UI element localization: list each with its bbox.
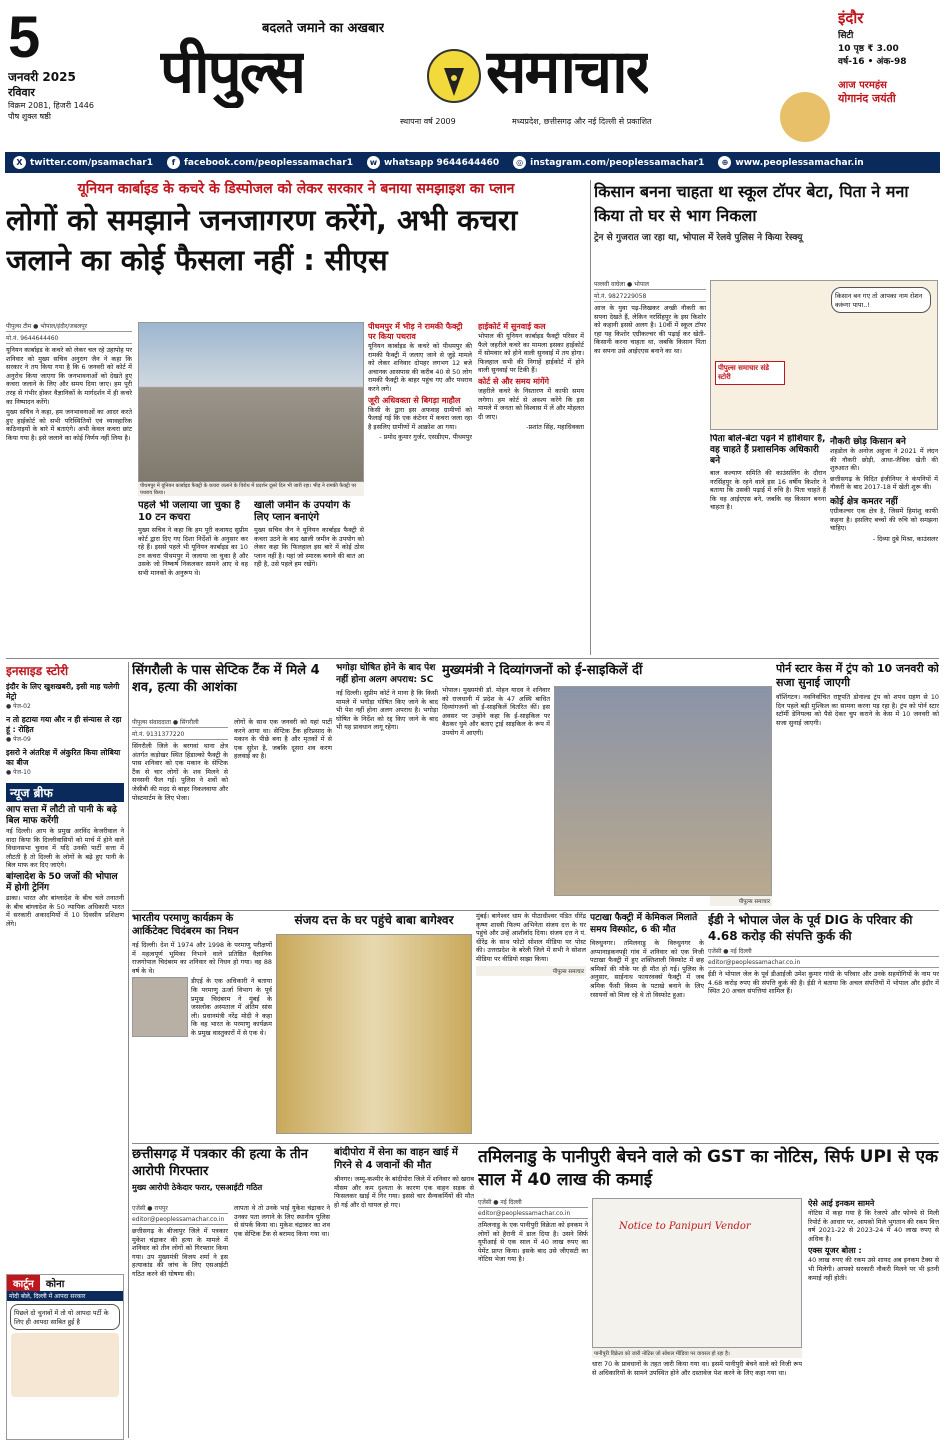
singrauli-col-1	[132, 718, 228, 906]
date-month: जनवरी 2025	[8, 70, 76, 84]
chhattisgarh-col-1	[132, 1204, 228, 1440]
web-link[interactable]: www.peoplessamachar.in	[735, 157, 864, 168]
ed-email: editor@peoplessamachar.co.in	[708, 959, 939, 968]
story2-box-body: बाल कल्याण समिति की काउंसलिंग के दौरान नरसिंहपुर के रहने वाले इस 16 वर्षीय किशोर ने बताया कि उसकी पढ़ाई में रुचि है। पिता चाहते हैं कि वह आईएएस बने, जबकि वह किसान बनना चाहता है।	[710, 469, 826, 512]
lead-sub1	[138, 500, 248, 650]
panipuri-byline: एजेंसी ● नई दिल्ली	[478, 1198, 588, 1208]
chidambaram-body: नई दिल्ली। देश में 1974 और 1998 के परमाणु परीक्षणों में महत्वपूर्ण भूमिका निभाने वाले प्रतिष्ठित वैज्ञानिक राजगोपाल चिदंबरम का शनिवार को निधन हो गया। वह 88 वर्ष के थे।	[132, 941, 272, 975]
tagline: बदलते जमाने का अखबार	[262, 21, 385, 36]
facebook-icon: f	[167, 156, 180, 169]
cartoon-caption: मोदी बोले, दिल्ली में आपदा सरकार	[7, 1291, 123, 1301]
singrauli-body: सिंगरौली जिले के बरगवां थाना क्षेत्र अंतर्गत कड़ोखर स्थित हिंडाल्को फैक्ट्री के पास शनिवार को एक मकान के सेप्टिक टैंक से चार लोगों के शव मिलने से सनसनी फैल गई। पुलिस ने शवों को जेसीबी की मदद से बाहर निकलवाया और पोस्टमार्टम के लिए भेजा।	[132, 742, 228, 802]
globe-icon: ⊕	[718, 156, 731, 169]
whatsapp-link[interactable]: whatsapp 9644644460	[383, 157, 500, 168]
chidambaram-body2: डीएई के एक अधिकारी ने बताया कि परमाणु ऊर्जा विभाग के पूर्व प्रमुख चिदंबरम ने मुंबई के जसलोक अस्पताल में अंतिम सांस ली। प्रधानमंत्री नरेंद्र मोदी ने कहा कि वह भारत के परमाणु कार्यक्रम के प्रमुख वास्तुकारों में से एक थे।	[191, 977, 272, 1037]
inside-item-1-text: इंदौर के लिए खुशखबरी, इसी माह चलेगी मेट्रो	[6, 682, 120, 701]
ed-story	[708, 912, 939, 1140]
story2-side-title: नौकरी छोड़ किसान बने	[830, 437, 906, 447]
city: इंदौर	[838, 9, 864, 27]
lead-body2: मुख्य सचिव ने कहा, हम जनभावनाओं का आदर करते हुए हाईकोर्ट को सभी परिस्थितियों एवं व्यावहारिक कठिनाइयों के बारे में बताएंगे। अभी केवल कचरा छांट किया गया है। इसे जलाने का कोई निर्णय नहीं लिया है।	[6, 408, 132, 442]
lead-side2-title: हाईकोर्ट में सुनवाई कल	[478, 322, 546, 331]
story2	[594, 180, 939, 655]
twitter-link[interactable]: twitter.com/psamachar1	[30, 157, 154, 168]
ed-headline: ईडी ने भोपाल जेल के पूर्व DIG के परिवार की 4.68 करोड़ की संपत्ति कुर्क की	[708, 913, 913, 943]
lead-side1-body: यूनियन कार्बाइड के कचरे को पीथमपुर की रामकी फैक्ट्री में जलाए जाने से जुड़े मामले को लेकर शनिवार दोपहर लगभग 12 बजे अचानक आसपास की करीब 40 से 50 लोग रामकी फैक्ट्री के बाहर पहुंच गए और पथराव करने लगे।	[368, 342, 472, 393]
panipuri-body2: धारा 70 के प्रावधानों के तहत जारी किया गया था। इसमें पानीपुरी बेचने वाले को निजी रूप से अधिकारियों के सामने उपस्थित होने और दस्तावेज पेश करने के लिए कहा गया था।	[592, 1360, 802, 1377]
singrauli-col-2	[234, 718, 332, 906]
bhagoda-body: नई दिल्ली। सुप्रीम कोर्ट ने माना है कि किसी मामले में भगोड़ा घोषित किए जाने के बाद भी पेश नहीं होना अलग अपराध है। भगोड़ा घोषित के निर्देश को रद्द किए जाने के बाद भी यह प्रावधान लागू रहेगा।	[336, 689, 438, 732]
story2-cartoon-bubble: किसान बन गए तो आपका नाम रोशन करूंगा पापा..!	[831, 287, 931, 313]
sanjay-body: मुंबई। बागेश्वर धाम के पीठाधीश्वर पंडित धीरेंद्र कृष्ण शास्त्री फिल्म अभिनेता संजय दत्त के घर पहुंचे और उन्हें आशीर्वाद दिया। संजय दत्त ने पं. धीरेंद्र के साथ फोटो सोशल मीडिया पर पोस्ट की। उत्तरप्रदेश के बरेली जिले में सभी ने सोशल मीडिया पर वीडियो साझा किया।	[476, 912, 586, 963]
tithi: पौष शुक्ल षष्ठी	[8, 112, 51, 121]
divider	[590, 180, 591, 655]
social-bar	[5, 152, 940, 173]
lead-side-b	[478, 322, 584, 652]
trump-body: वॉशिंगटन। नवनिर्वाचित राष्ट्रपति डोनाल्ड ट्रंप को शपथ ग्रहण से 10 दिन पहले बड़ी मुश्किल का सामना करना पड़ रहा है। ट्रंप को पोर्न स्टार स्टॉर्मी डेनियल्स को पैसे देकर चुप कराने के केस में 10 जनवरी को सजा सुनाई जाएगी।	[776, 693, 939, 727]
inside-item-3-page: ● पेज-10	[6, 769, 31, 776]
chhattisgarh-byline: एजेंसी ● रायपुर	[132, 1204, 228, 1214]
panipuri-side2-body: 40 लाख रुपए की रकम उसे शायद अब इनकम टैक्स से भी मिलेगी। आपको सरकारी नौकरी मिलने पर भी इतनी कमाई नहीं होती।	[808, 1256, 939, 1282]
chhattisgarh-headline: छत्तीसगढ़ में पत्रकार की हत्या के तीन आरोपी गिरफ्तार	[132, 1147, 308, 1179]
pages-price: 10 पृष्ठ ₹ 3.00	[838, 44, 899, 54]
lead-side3-body: किसी के द्वारा इस अफवाह ग्रामीणों को फैलाई गई कि एक कंटेनर में कचरा जला रहा है इसलिए ग्रामीणों में आक्रोश आ गया।	[368, 405, 472, 431]
date-day: 5	[8, 8, 41, 70]
edition-block	[838, 8, 938, 148]
whatsapp-icon: w	[367, 156, 380, 169]
chidambaram-headline: भारतीय परमाणु कार्यक्रम के आर्किटेक्ट चिदंबरम का निधन	[132, 913, 239, 937]
lead-sub1-title: पहले भी जलाया जा चुका है 10 टन कचरा	[138, 500, 240, 523]
story2-mobile: मो.नं. 9827229058	[594, 292, 706, 302]
story2-byline: पल्लवी वाघेला ● भोपाल	[594, 280, 706, 290]
lead-side4-body: जहरीले कचरे के निस्तारण में काफी समय लगेगा। हम कोर्ट से अवश्य करेंगे कि इस मामले में जनता को विश्वास में लें और मोहलत दी जाए।	[478, 386, 584, 421]
story2-side2-title: कोई क्षेत्र कमतर नहीं	[830, 496, 898, 507]
chhattisgarh-body: छत्तीसगढ़ के बीजापुर जिले में पत्रकार मुकेश चंद्राकर की हत्या के मामले में शनिवार को तीन लोगों को गिरफ्तार किया गया। उप मुख्यमंत्री विजय शर्मा ने इस हत्याकांड की जांच के लिए एसआईटी गठित करने की घोषणा की।	[132, 1227, 228, 1278]
story2-cartoon	[710, 280, 938, 430]
cartoon-bubble: पिछले दो चुनावों में तो यो आपदा पर्टी के लिए ही आपदा साबित हुई है	[10, 1304, 120, 1330]
brief-1-body: नई दिल्ली। आप के प्रमुख अरविंद केजरीवाल ने वादा किया कि दिल्लीवासियों को मार्च में होने वाले विधानसभा चुनाव में यदि उनकी पार्टी सत्ता में लौटती है तो दिल्ली के लोगों के बढ़े हुए पानी के बिल माफ कर दिए जाएंगे।	[6, 827, 124, 870]
patakha-headline: पटाखा फैक्ट्री में केमिकल मिलाते समय विस्फोट, 6 की मौत	[590, 913, 698, 935]
cartoon-corner	[6, 1274, 124, 1440]
singrauli-headline: सिंगरौली के पास सेप्टिक टैंक में मिले 4 शव, हत्या की आशंका	[132, 663, 320, 695]
cm-headline: मुख्यमंत्री ने दिव्यांगजनों को ई-साइकिलें दीं	[442, 663, 643, 678]
lead-body: यूनियन कार्बाइड के कचरे को लेकर चल रहे उहापोह पर शनिवार को मुख्य सचिव अनुराग जैन ने कहा कि सरकार ने तय किया गया है कि 6 जनवरी को कोर्ट में अनुरोध किया जाएगा कि जनभावनाओं को देखते हुए कचरा जलाने के लिए और समय दिया जाए। हम पूरी तरह से गंभीर होकर वैज्ञानिकों के मार्गदर्शन में ही कचरे का निष्पादन करेंगे।	[6, 346, 132, 406]
lead-sub2	[254, 500, 364, 650]
story2-deck: ट्रेन से गुजरात जा रहा था, भोपाल में रेलवे पुलिस ने किया रेस्क्यू	[594, 233, 803, 243]
story2-body: आज के युवा पढ़-लिखकर अच्छी नौकरी का सपना देखते हैं, लेकिन नरसिंहपुर के इस किशोर को कहानी इससे अलग है। 10वीं में स्कूल टॉपर रहा यह किशोर एग्रीकल्चर की पढ़ाई कर खेती-किसानी करना चाहता था, जबकि किसान पिता का सपना उसे आईएएस बनाने का था।	[594, 304, 706, 355]
inside-item-1-page: ● पेज-02	[6, 703, 31, 710]
bandipora-body: श्रीनगर। जम्मू-कश्मीर के बांदीपोरा जिले में शनिवार को खराब मौसम और कम दृश्यता के कारण एक वाहन सड़क से फिसलकर खाई में गिर गया। इससे चार सैन्यकर्मियों की मौत हो गई और दो घायल हो गए।	[334, 1175, 474, 1209]
divider	[128, 662, 129, 1438]
cartoon-drawing	[11, 1333, 119, 1397]
lead-side4-byline: -प्रशांत सिंह, महाधिवक्ता	[526, 423, 584, 432]
chhattisgarh-email: editor@peoplessamachar.co.in	[132, 1216, 228, 1225]
brief-2-title: बांग्लादेश के 50 जजों की भोपाल में होगी ट्रेनिंग	[6, 871, 118, 893]
lead-sub1-body: मुख्य सचिव ने कहा कि हम पूरी कवायद सुप्रीम कोर्ट द्वारा दिए गए दिशा निर्देशों के अनुसार कर रहे हैं। इससे पहले भी यूनियन कार्बाइड का 10 टन कचरा पीथमपुर में जलाया जा चुका है और उसके जो निष्कर्ष निकलकर सामने आए थे वह सभी मानकों के अनुरूप थे।	[138, 526, 248, 577]
chhattisgarh-body2: लापता थे तो उनके भाई युकेश चंद्राकर ने उनका पता लगाने के लिए स्थानीय पुलिस से संपर्क किया था। मुकेश चंद्राकर का शव एक सेप्टिक टैंक से बरामद किया गया था।	[234, 1204, 330, 1238]
instagram-link[interactable]: instagram.com/peoplessamachar1	[530, 157, 705, 168]
story2-box	[710, 434, 826, 650]
lead-sub2-body: मुख्य सचिव जैन ने यूनियन कार्बाइड फैक्ट्री से कचरा उठने के बाद खाली जमीन के उपयोग को लेकर कहा कि फिलहाल इस बारे में कोई ठोस प्लान नहीं है। यहां जो स्मारक बनाने की बात आ रही है, उसे पहले हम रखेंगे।	[254, 526, 364, 569]
cm-body-col	[442, 686, 550, 906]
quote-line2: योगानंद जयंती	[838, 92, 896, 105]
lead-side3-title: जूरी अधिवक्ता से बिगड़ा माहौल	[368, 395, 461, 405]
panipuri-story	[478, 1146, 939, 1440]
ed-body: ईडी ने भोपाल जेल के पूर्व डीआईजी उमेश कुमार गांधी के परिवार और उनके सहयोगियों के नाम पर 4.68 करोड़ रुपए की संपत्ति कुर्क की है। ईडी ने बताया कि अचल संपत्तियों में भोपाल और इंदौर में स्थित 20 अचल संपत्तियां शामिल हैं।	[708, 970, 939, 996]
lead-sub2-title: खाली जमीन के उपयोग के लिए प्लान बनाएंगे	[254, 500, 351, 523]
lead-photo	[138, 322, 364, 482]
lead-byline: पीपुल्स टीम ● भोपाल/इंदौर/जबलपुर	[6, 322, 132, 332]
singrauli-story	[132, 662, 332, 907]
inside-item[interactable]	[6, 682, 124, 712]
panipuri-notice-caption: पानीपुरी विक्रेता को जारी नोटिस जो सोशल मीडिया पर वायरल हो रहा है।	[592, 1348, 802, 1358]
inside-item-2-text: न तो हटाया गया और न ही संन्यास ले रहा हूं : रोहित	[6, 715, 122, 734]
story2-cartoon-label: पीपुल्स समाचार संडे स्टोरी	[715, 361, 785, 385]
volume: वर्ष-16 • अंक-98	[838, 57, 907, 67]
cm-body: भोपाल। मुख्यमंत्री डॉ. मोहन यादव ने शनिवार को राजधानी में प्रदेश के 47 अस्थि बाधित दिव्यांगजनों को ई-साइकिलें वितरित कीं। इस अवसर पर उन्होंने कहा कि ई-साइकिल पर बैठकर घुमे और बताए ट्राई साइकिल के रूप में उपयोग में आएगी।	[442, 686, 550, 737]
inside-title: इनसाइड स्टोरी	[6, 664, 69, 678]
bandipora-headline: बांदीपोरा में सेना का वाहन खाई में गिरने से 4 जवानों की मौत	[334, 1147, 458, 1171]
panipuri-email: editor@peoplessamachar.co.in	[478, 1210, 588, 1219]
title-left: पीपुल्स	[160, 37, 305, 107]
chhattisgarh-col-2	[234, 1204, 330, 1440]
nib-logo	[426, 48, 482, 104]
x-icon: X	[13, 156, 26, 169]
divider	[132, 1143, 939, 1144]
panipuri-headline: तमिलनाडु के पानीपुरी बेचने वाले को GST का नोटिस, सिर्फ UPI से एक साल में 40 लाख की कमाई	[478, 1147, 939, 1190]
singrauli-byline: पीपुल्स संवाददाता ● सिंगरौली	[132, 718, 228, 728]
lead-side4-title: कोर्ट से और समय मांगेंगे	[478, 376, 549, 386]
divider	[132, 910, 939, 911]
cartoon-title2: कोना	[45, 1279, 65, 1290]
panipuri-col-1	[478, 1198, 588, 1440]
story2-side	[830, 434, 938, 650]
lead-mobile: मो.नं. 9644644460	[6, 334, 132, 344]
cartoon-title: कार्टून	[7, 1275, 40, 1291]
cm-photo-caption: पीपुल्स समाचार	[710, 896, 772, 906]
sanjay-story	[276, 912, 472, 1140]
panipuri-notice	[592, 1198, 802, 1348]
panipuri-side2-title: एक्स यूजर बोला :	[808, 1246, 862, 1256]
panipuri-side-body: नोटिस में कहा गया है कि रेजरपे और फोनपे से मिली रिपोर्ट के आधार पर, आपको मिले भुगतान की रकम वित्त वर्ष 2021-22 से 2023-24 में 40 लाख रुपए से अधिक है।	[808, 1209, 939, 1243]
sanjay-body-col	[476, 912, 586, 1140]
story2-box-title: पिता बोले-बेटा पढ़ने में होशियार है, वह चाहते हैं प्रशासनिक अधिकारी बने	[710, 434, 826, 466]
trump-headline: पोर्न स्टार केस में ट्रंप को 10 जनवरी को सजा सुनाई जाएगी	[776, 662, 939, 689]
bhagoda-headline: भगोड़ा घोषित होने के बाद पेश नहीं होना अलग अपराध: SC	[336, 663, 436, 685]
panipuri-col-2	[592, 1360, 802, 1440]
lead-side3-byline: - प्रमोद कुमार गुर्जर, एसडीएम, पीथमपुर	[379, 433, 472, 442]
quote-line1: आज परमहंस	[838, 80, 887, 91]
panipuri-body: तमिलनाडु के एक पानीपुरी विक्रेता को इनकम ने लोगों को हैरानी में डाल दिया है। उसने सिर्फ यूपीआई से एक साल में 40 लाख रुपए का पेमेंट प्राप्त किया। इसके बाद उसे जीएसटी का नोटिस भेजा गया है।	[478, 1221, 588, 1264]
patakha-story	[590, 912, 704, 1140]
lead-body-col	[6, 322, 132, 652]
story2-body-col	[594, 280, 706, 650]
instagram-icon: ◎	[513, 156, 526, 169]
date-block	[8, 8, 138, 148]
inside-item[interactable]	[6, 748, 124, 778]
lead-photo-caption: पीथमपुर में यूनियन कार्बाइड फैक्ट्री के कचरा जलाने के विरोध में प्रदर्शन दूसरे दिन भी जारी रहा। भीड़ ने रामकी फैक्ट्री पर पथराव किया।	[138, 482, 364, 496]
lead-story	[6, 180, 586, 655]
sanjay-caption: पीपुल्स समाचार	[476, 966, 586, 976]
brief-2-body: ढाका। भारत और बांग्लादेश के बीच चले तनातनी के बीच बांग्लादेश के 50 न्यायिक अधिकारी भारत में सरकारी अकादमियों में 10 दिवसीय प्रशिक्षण लेंगे।	[6, 893, 124, 928]
sanjay-headline: संजय दत्त के घर पहुंचे बाबा बागेश्वर	[294, 913, 454, 927]
inside-item[interactable]	[6, 715, 124, 745]
singrauli-body2: लोगों के साथ एक जनवरी को यहां पार्टी करने आया था। सेप्टिक टैंक हरिप्रसाद के मकान के पीछे बना है और मृतकों में से एक सुरेश है, जबकि दूसरा शव करण हलवाई का है।	[234, 718, 332, 761]
lead-side2-body: भोपाल की यूनियन कार्बाइड फैक्ट्री परिसर में फैले जहरीले कचरे का मामला इसका हाईकोर्ट में सोमवार को होने वाली सुनवाई में तय होगा। फिलहाल सभी की निगाहें हाईकोर्ट में होने वाली सुनवाई पर टिकी हैं।	[478, 332, 584, 375]
chidambaram-story	[132, 912, 272, 1140]
story2-side-bullet-2: छत्तीसगढ़ के विदित इंजीनियर ने कंपनियों में नौकरी के बाद 2017-18 में खेती शुरू की।	[830, 474, 938, 492]
panipuri-side-title: ऐसे आई इनकम सामने	[808, 1199, 875, 1208]
cm-story	[442, 662, 772, 907]
facebook-link[interactable]: facebook.com/peoplessamachar1	[184, 157, 353, 168]
brief-title: न्यूज ब्रीफ	[6, 783, 124, 802]
chidambaram-photo	[132, 977, 188, 1037]
story2-headline: किसान बनना चाहता था स्कूल टॉपर बेटा, पिता ने मना किया तो घर से भाग निकला	[594, 182, 909, 225]
masthead	[0, 0, 945, 150]
lead-kicker: यूनियन कार्बाइड के कचरे के डिस्पोजल को लेकर सरकार ने बनाया समझाइश का प्लान	[77, 181, 515, 197]
lead-side1-title: पीथमपुर में भीड़ ने रामकी फैक्ट्री पर किया पथराव	[368, 322, 463, 341]
bandipora-story	[334, 1146, 474, 1440]
title-right: समाचार	[486, 37, 649, 107]
trump-story	[776, 662, 939, 907]
chhattisgarh-story	[132, 1146, 330, 1440]
cm-photo	[554, 686, 772, 896]
left-rail	[6, 662, 124, 1440]
chhattisgarh-deck: मुख्य आरोपी ठेकेदार फरार, एसआईटी गठित	[132, 1183, 263, 1192]
patakha-body: विरुधुनगर। तमिलनाडु के विरुधुनगर के अप्पानाइकनपट्टी गांव में शनिवार को एक निजी पटाखा फैक्ट्री में हुए शक्तिशाली विस्फोट में छह श्रमिकों की मौके पर ही मौत हो गई। पुलिस के अनुसार, साईनाथ फायरवर्क्स फैक्ट्री में जब श्रमिक फैंसी किस्म के पटाखे बनाने के लिए रसायनों को मिला रहे थे तो विस्फोट हुआ।	[590, 939, 704, 999]
samvat: विक्रम 2081, हिजरी 1446	[8, 101, 94, 110]
weekday: रविवार	[8, 86, 35, 99]
panipuri-side	[808, 1198, 939, 1440]
brief-1-title: आप सत्ता में लौटी तो पानी के बढ़े बिल माफ करेंगी	[6, 805, 117, 826]
brief-1	[6, 805, 124, 928]
bhagoda-story	[336, 662, 438, 907]
story2-side2-body: एग्रीकल्चर एक क्षेत्र है, जिसमें हिमांशु काफी कहना है। इसलिए बच्चों की रुचि को समझना चाहिए।	[830, 506, 938, 533]
singrauli-mobile: मो.नं. 9131377220	[132, 730, 228, 740]
inside-item-2-page: ● पेज-09	[6, 736, 31, 743]
lead-headline: लोगों को समझाने जनजागरण करेंगे, अभी कचरा जलाने का कोई फैसला नहीं : सीएस	[6, 203, 518, 277]
edition: सिटी	[838, 31, 854, 41]
panipuri-notice-text: Notice to Panipuri Vendor	[619, 1221, 751, 1232]
divider	[6, 658, 939, 659]
lead-side-a	[368, 322, 472, 652]
inside-item-3-text: इसरो ने अंतरिक्ष में अंकुरित किया लोबिया का बीज	[6, 748, 121, 767]
story2-side-bullet-1: शहडोल के अनोज अहुजा ने 2021 में लंदन की नौकरी छोड़ी, आधा-जैविक खेती की शुरुआत की।	[830, 447, 938, 473]
sanjay-photo	[276, 934, 472, 1134]
published-info: मध्यप्रदेश, छत्तीसगढ़ और नई दिल्ली से प्रकाशित	[512, 117, 652, 126]
story2-side2-byline: - दिव्या दुबे मिश्रा, काउंसलर	[872, 534, 938, 543]
founded: स्थापना वर्ष 2009	[400, 117, 456, 126]
quote-image	[780, 92, 830, 142]
ed-byline: एजेंसी ● नई दिल्ली	[708, 947, 939, 957]
